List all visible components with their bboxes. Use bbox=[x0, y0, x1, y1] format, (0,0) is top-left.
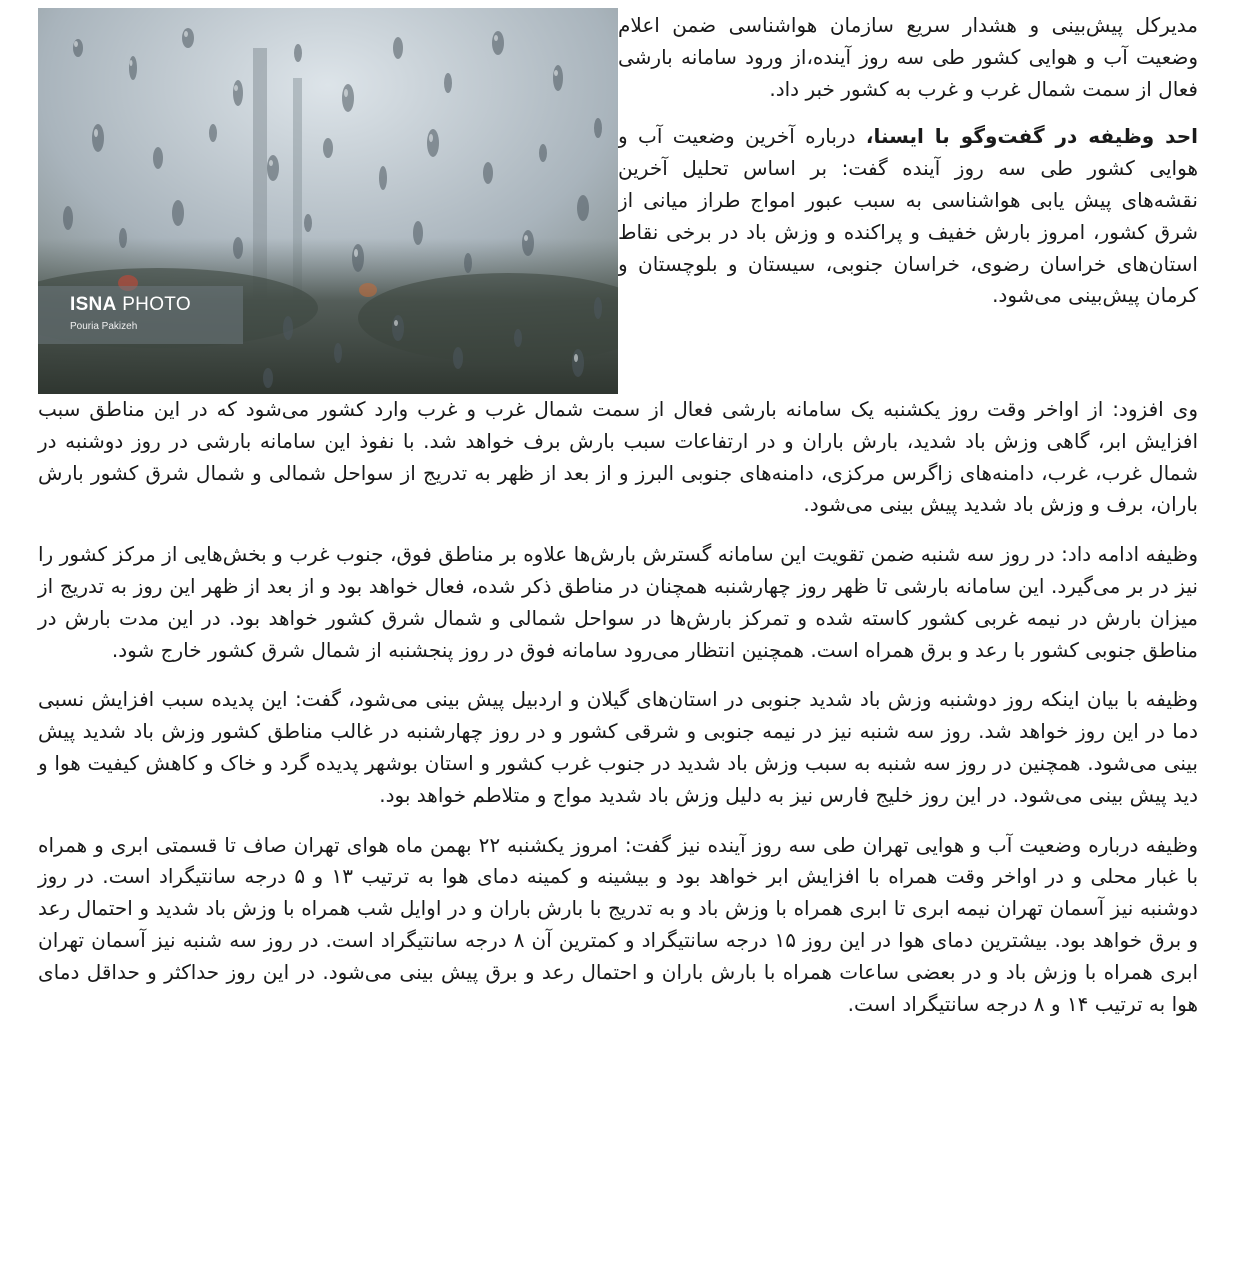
watermark-brand-light: PHOTO bbox=[122, 294, 191, 315]
watermark-author: Pouria Pakizeh bbox=[70, 321, 138, 332]
paragraph-interview-lead: احد وظیفه در گفت‌وگو با ایسنا، bbox=[865, 124, 1198, 149]
paragraph-tehran-forecast: وظیفه درباره وضعیت آب و هوایی تهران طی سه روز آینده نیز گفت: امروز یکشنبه ۲۲ بهمن ماه هوای تهران صاف تا قسمتی ابری و همراه با غبار محلی و در اواخر وقت همراه با افزایش ابر خواهد بود و بیشینه و کمینه دمای هوا به ترتیب ۱۳ و ۵ درجه سانتیگراد است. در روز دوشنبه نیز آسمان تهران نیمه ابری تا ابری همراه با وزش باد و به تدریج با بارش باران و در اوایل شب همراه با وزش باد شدید و احتمال رعد و برق خواهد بود. بیشترین دمای هوا در این روز ۱۵ درجه سانتیگراد و کمترین آن ۸ درجه سانتیگراد است. در روز سه شنبه نیز آسمان تهران ابری همراه با وزش باد و در بعضی ساعات همراه با بارش باران و احتمال رعد و برق پیش بینی می‌شود. در این روز حداکثر و حداقل دمای هوا به ترتیب ۱۴ و ۸ درجه سانتیگراد است. bbox=[38, 832, 1199, 1016]
article bbox=[38, 8, 1198, 1020]
paragraph-interview-body: درباره آخرین وضعیت آب و هوایی کشور طی سه روز آینده گفت: بر اساس تحلیل آخرین نقشه‌های پیش یابی هواشناسی به سبب عبور امواج طراز میانی از شرق کشور، امروز بارش خفیف و پراکنده و وزش باد در برخی نقاط استان‌های خراسان رضوی، خراسان جنوبی، سیستان و بلوچستان و کرمان پیش‌بینی می‌شود. bbox=[618, 124, 1198, 308]
paragraph-wind-warning: وظیفه با بیان اینکه روز دوشنبه وزش باد شدید جنوبی در استان‌های گیلان و اردبیل پیش بینی می‌شود، گفت: این پدیده سبب افزایش نسبی دما در این روز خواهد شد. روز سه شنبه نیز در نیمه جنوبی و شرقی کشور و در روز چهارشنبه در غالب مناطق کشور وزش باد شدید پیش بینی می‌شود. همچنین در روز سه شنبه به سبب وزش باد شدید در جنوب غرب کشور و استان بوشهر پدیده گرد و خاک و کاهش کیفیت هوا و دید پیش بینی می‌شود. در این روز خلیج فارس نیز به دلیل وزش باد شدید مواج و متلاطم خواهد بود. bbox=[38, 687, 1198, 807]
paragraph-tuesday-thursday: وظیفه ادامه داد: در روز سه شنبه ضمن تقویت این سامانه گسترش بارش‌ها علاوه بر مناطق فوق، جنوب غرب و بخش‌هایی از مرکز کشور را نیز در بر می‌گیرد. این سامانه بارشی تا ظهر روز چهارشنبه همچنان در مناطق ذکر شده، فعال خواهد بود و از بعد از ظهر این روز به تدریج از میزان بارش در نیمه غربی کشور کاسته شده و تمرکز بارش‌ها در سواحل شمالی و شمال شرق کشور خواهد بود. در این مدت بارش در مناطق جنوبی کشور با رعد و برق همراه است. همچنین انتظار می‌رود سامانه فوق در روز پنجشنبه از شمال شرق کشور خارج شود. bbox=[38, 542, 1198, 662]
rain-window-photo bbox=[38, 8, 618, 394]
paragraph-intro: مدیرکل پیش‌بینی و هشدار سریع سازمان هواشناسی ضمن اعلام وضعیت آب و هوایی کشور طی سه روز آینده،از ورود سامانه بارشی فعال از سمت شمال غرب و غرب به کشور خبر داد. bbox=[618, 13, 1198, 101]
watermark-brand bbox=[70, 294, 191, 316]
paragraph-sunday-monday: وی افزود: از اواخر وقت روز یکشنبه یک سامانه بارشی فعال از سمت شمال غرب و غرب وارد کشور می‌شود که در این مناطق سبب افزایش ابر، گاهی وزش باد شدید، بارش باران و در ارتفاعات سبب بارش برف خواهد شد. با نفوذ این سامانه بارشی در روز دوشنبه در شمال غرب، غرب، دامنه‌های زاگرس مرکزی، دامنه‌های جنوبی البرز و از بعد از ظهر به تدریج از سواحل شمالی و شمال شرق کشور بارش باران، برف و وزش باد شدید پیش بینی می‌شود. bbox=[38, 397, 1198, 517]
watermark-brand-bold: ISNA bbox=[70, 294, 117, 315]
isna-photo-watermark bbox=[38, 286, 243, 344]
